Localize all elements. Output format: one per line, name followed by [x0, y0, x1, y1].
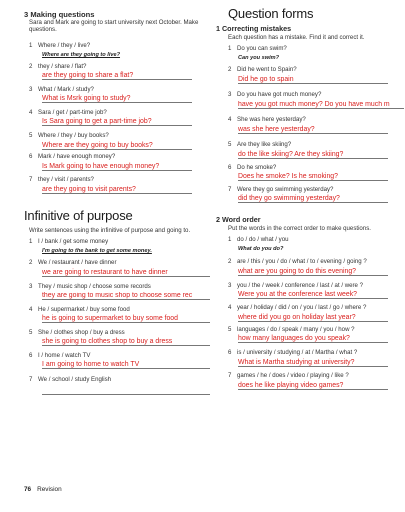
answer-field[interactable]: Where are they going to buy books?: [42, 142, 192, 150]
list-item: 6 is / university / studying / at / Martha / what ?: [228, 349, 358, 356]
example-answer: What do you do?: [238, 246, 284, 252]
list-item: 1 Where / they / live?: [29, 42, 91, 49]
list-item: 2 We / restaurant / have dinner: [29, 259, 117, 266]
answer-field[interactable]: are they going to visit parents?: [42, 186, 192, 194]
page-number: 76: [24, 486, 32, 493]
list-item: 1 do / do / what / you: [228, 236, 289, 243]
answer-field[interactable]: have you got much money? Do you have much m: [238, 101, 404, 109]
list-item: 4 Sara / get / part-time job?: [29, 109, 107, 116]
making-questions-title: 3 Making questions: [24, 10, 95, 19]
answer-field[interactable]: Is Mark going to have enough money?: [42, 163, 192, 171]
list-item: 4 She was here yesterday?: [228, 116, 306, 123]
list-item: 7 We / school / study English: [29, 376, 112, 383]
answer-field[interactable]: What is Msrk going to study?: [42, 95, 192, 103]
list-item: 7 they / visit / parents?: [29, 176, 94, 183]
answer-field[interactable]: she is going to clothes shop to buy a dress: [42, 338, 210, 346]
example-answer: Where are they going to live?: [42, 52, 121, 58]
example-answer: Can you swim?: [238, 55, 280, 61]
correcting-mistakes-instruction: Each question has a mistake. Find it and correct it.: [228, 34, 365, 41]
infinitive-of-purpose-heading: Infinitive of purpose: [24, 208, 133, 223]
list-item: 7 Were they go swimming yesterday?: [228, 186, 334, 193]
answer-field[interactable]: was she here yesterday?: [238, 126, 388, 134]
making-questions-instruction: Sara and Mark are going to start university next October. Make questions.: [29, 19, 199, 34]
footer-label: Revision: [37, 486, 62, 493]
list-item: 3 Do you have got much money?: [228, 91, 322, 98]
answer-field[interactable]: do the like skiing? Are they skiing?: [238, 151, 388, 159]
list-item: 1 Do you can swim?: [228, 45, 287, 52]
answer-field[interactable]: what are you going to do this evening?: [238, 268, 388, 276]
question-forms-heading: Question forms: [228, 6, 314, 21]
answer-field[interactable]: Is Sara going to get a part-time job?: [42, 118, 192, 126]
list-item: 7 games / he / does / video / playing / like ?: [228, 372, 349, 379]
infinitive-instruction: Write sentences using the infinitive of purpose and going to.: [29, 227, 191, 234]
example-answer: I'm going to the bank to get some money.: [42, 248, 152, 254]
word-order-instruction: Put the words in the correct order to make questions.: [228, 225, 371, 232]
answer-field[interactable]: he is going to supermarket to buy some food: [42, 315, 210, 323]
list-item: 4 He / supermarket / buy some food: [29, 306, 130, 313]
answer-field[interactable]: What is Martha studying at university?: [238, 359, 388, 367]
page-footer: [24, 486, 62, 493]
list-item: 2 are / this / you / do / what / to / evening / going ?: [228, 258, 367, 265]
answer-field[interactable]: how many languages do you speak?: [238, 335, 388, 343]
list-item: 3 What / Mark / study?: [29, 86, 94, 93]
answer-field[interactable]: Did he go to spain: [238, 76, 388, 84]
list-item: 6 Do he smoke?: [228, 164, 277, 171]
answer-field[interactable]: they are going to music shop to choose some rec: [42, 292, 210, 300]
answer-field[interactable]: I am going to home to watch TV: [42, 361, 210, 369]
answer-field[interactable]: where did you go on holiday last year?: [238, 314, 388, 322]
word-order-title: 2 Word order: [216, 215, 261, 224]
list-item: 3 you / the / week / conference / last / at / were ?: [228, 282, 364, 289]
answer-field[interactable]: are they going to share a flat?: [42, 72, 192, 80]
list-item: 3 They / music shop / choose some records: [29, 283, 151, 290]
list-item: 5 She / clothes shop / buy a dress: [29, 329, 125, 336]
list-item: 6 I / home / watch TV: [29, 352, 91, 359]
answer-field[interactable]: Were you at the conference last week?: [238, 291, 388, 299]
answer-field[interactable]: did they go swimming yesterday?: [238, 195, 388, 203]
answer-field[interactable]: Does he smoke? Is he smoking?: [238, 173, 388, 181]
list-item: 6 Mark / have enough money?: [29, 153, 116, 160]
list-item: 5 Where / they / buy books?: [29, 132, 109, 139]
list-item: 4 year / holiday / did / on / you / last / go / where ?: [228, 304, 367, 311]
answer-field[interactable]: [42, 386, 210, 395]
list-item: 2 they / share / flat?: [29, 63, 87, 70]
list-item: 5 languages / do / speak / many / you / how ?: [228, 326, 355, 333]
list-item: 2 Did he went to Spain?: [228, 66, 297, 73]
list-item: 5 Are they like skiing?: [228, 141, 292, 148]
correcting-mistakes-title: 1 Correcting mistakes: [216, 24, 292, 33]
answer-field[interactable]: does he like playing video games?: [238, 382, 388, 390]
list-item: 1 I / bank / get some money: [29, 238, 109, 245]
answer-field[interactable]: we are going to restaurant to have dinner: [42, 269, 210, 277]
